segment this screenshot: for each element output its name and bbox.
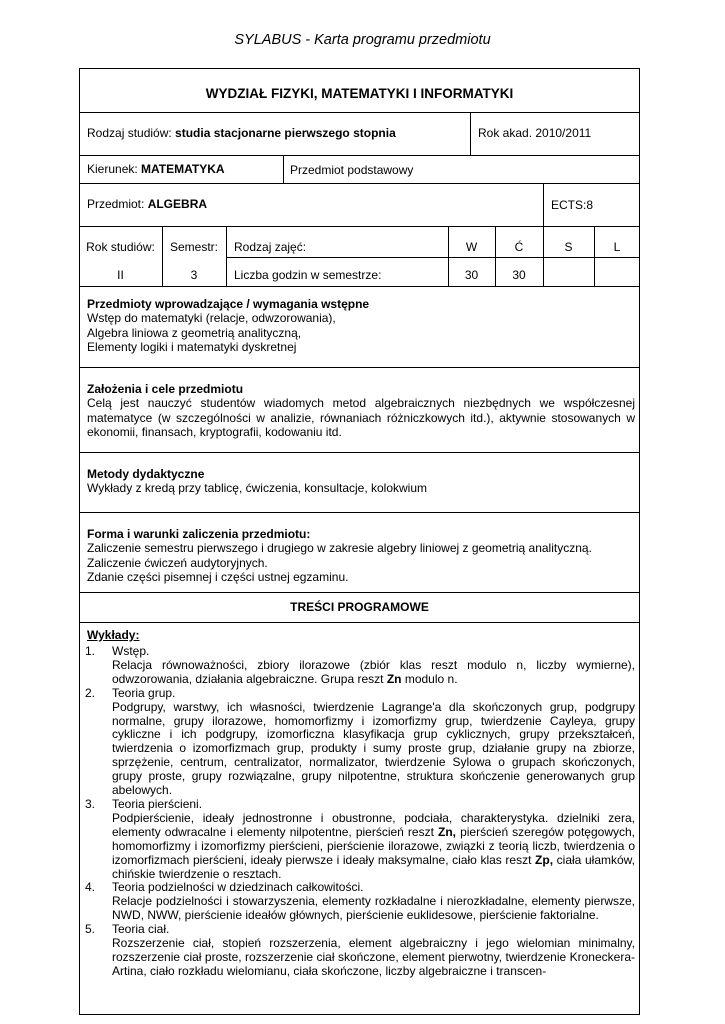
prerequisites-line: Elementy logiki i matematyki dyskretnej bbox=[87, 339, 297, 354]
direction bbox=[87, 162, 225, 176]
lecture-number: 1. bbox=[85, 644, 96, 658]
col-w-label: W bbox=[465, 240, 478, 254]
lecture-item bbox=[85, 645, 635, 687]
hours-w: 30 bbox=[464, 268, 479, 282]
lecture-number: 2. bbox=[85, 685, 96, 700]
academic-year: Rok akad. 2010/2011 bbox=[478, 126, 592, 140]
row-divider bbox=[79, 592, 640, 593]
program-title: TREŚCI PROGRAMOWE bbox=[290, 600, 429, 614]
row-divider bbox=[79, 452, 640, 453]
lecture-description: Podgrupy, warstwy, ich własności, twierdzenie Lagrange'a dla skończonych grup, podgrupy normalne, grupy ilorazowe, homomorfizmy i izomorfizmy grup, twierdzenie Cayleya, grupy cykliczne i ich podgrupy, izomorficzna klasyfikacja grup cyklicznych, grupy przekształceń, twierdzenia o izomorfizmach grup, produkty i sumy proste grup, działanie grupy na zbiorze, sprzężenie, centrum, centralizator, normalizator, twierdzenie Sylowa o grupach skończonych, grupy proste, grupy rozwiązalne, grupy nilpotentne, struktura skończenie generowanych grup abelowych. bbox=[112, 699, 635, 798]
assessment-line: Zaliczenie ćwiczeń audytoryjnych. bbox=[87, 555, 268, 570]
hours-c: 30 bbox=[512, 268, 526, 282]
direction-label: Kierunek: bbox=[87, 162, 142, 176]
assessment-line: Zaliczenie semestru pierwszego i drugiego w zakresie algebry liniowej z geometrią analityczną. bbox=[87, 541, 592, 556]
row-divider bbox=[79, 226, 640, 227]
col-divider bbox=[226, 226, 227, 286]
prerequisites-line: Wstęp do matematyki (relacje, odwzorowania), bbox=[87, 311, 336, 326]
col-s-label: S bbox=[564, 240, 573, 254]
assessment-title: Forma i warunki zaliczenia przedmiotu: bbox=[87, 527, 311, 541]
lecture-description: Rozszerzenie ciał, stopień rozszerzenia, element algebraiczny i jego wielomian minimalny, rozszerzenie ciał proste, rozszerzenie ciał skończone, element pierwotny, twierdzenie Kroneckera-Artina, ciało rozkładu wielomianu, ciała skończone, liczby algebraiczne i transcen- bbox=[112, 936, 635, 978]
lecture-title: Teoria pierścieni. bbox=[112, 796, 203, 811]
lecture-description: Relacja równoważności, zbiory ilorazowe (zbiór klas reszt modulo n, liczby wymierne), odwzorowania, działania algebraiczne. Grupa reszt Zn modulo n. bbox=[112, 657, 635, 686]
subject bbox=[87, 197, 207, 211]
prerequisites-section bbox=[87, 297, 635, 354]
hours-label: Liczba godzin w semestrze: bbox=[234, 268, 382, 282]
goals-title: Założenia i cele przedmiotu bbox=[87, 382, 244, 396]
subject-label: Przedmiot: bbox=[87, 197, 148, 211]
study-type bbox=[87, 126, 396, 140]
semester-value: 3 bbox=[190, 268, 198, 282]
study-type-value: studia stacjonarne pierwszego stopnia bbox=[175, 126, 396, 140]
semester-label: Semestr: bbox=[169, 240, 218, 254]
ects: ECTS:8 bbox=[551, 198, 594, 212]
col-l-label: L bbox=[613, 240, 621, 254]
lecture-item bbox=[85, 923, 635, 979]
col-divider bbox=[543, 183, 544, 226]
methods-title: Metody dydaktyczne bbox=[87, 467, 205, 481]
row-divider bbox=[79, 622, 640, 623]
year-value: II bbox=[117, 268, 124, 282]
col-divider bbox=[470, 112, 471, 155]
subject-kind: Przedmiot podstawowy bbox=[290, 163, 414, 177]
col-divider bbox=[283, 155, 284, 183]
study-type-label: Rodzaj studiów: bbox=[87, 126, 176, 140]
lecture-number: 3. bbox=[85, 796, 96, 811]
row-divider bbox=[79, 286, 640, 287]
row-divider bbox=[226, 257, 640, 258]
goals-text: Celą jest nauczyć studentów wiadomych metod algebraicznych niezbędnych we współczesnej matematyce (w szczególności w analizie, równaniach różniczkowych itd.), aktywnie stosowanych w ekonomii, finansach, kryptografii, kodowaniu itd. bbox=[87, 396, 635, 439]
row-divider bbox=[79, 183, 640, 184]
row-divider bbox=[79, 512, 640, 513]
lectures-list bbox=[85, 645, 635, 979]
lecture-description: Podpierścienie, ideały jednostronne i obustronne, podciała, charakterystyka. dzielniki zera, elementy odwracalne i elementy nilpotentne, pierścień reszt Zn, pierścień szeregów potęgowych, homomorfizmy i izomorfizmy pierścieni, pierścienie ilorazowe, związki z teorią liczb, twierdzenia o izomorfizmach pierścieni, ideały pierwsze i ideały maksymalne, ciało klas reszt Zp, ciała ułamków, chińskie twierdzenie o resztach. bbox=[112, 810, 635, 881]
goals-section bbox=[87, 382, 635, 439]
page-header: SYLABUS - Karta programu przedmiotu bbox=[234, 32, 491, 48]
col-c-label: Ć bbox=[514, 240, 524, 254]
class-type-label: Rodzaj zajęć: bbox=[234, 240, 307, 254]
methods-text: Wykłady z kredą przy tablicę, ćwiczenia, konsultacje, kolokwium bbox=[87, 481, 428, 496]
row-divider bbox=[79, 367, 640, 368]
direction-value: MATEMATYKA bbox=[141, 162, 225, 176]
lecture-description: Relacje podzielności i stowarzyszenia, elementy rozkładalne i nierozkładalne, elementy pierwsze, NWD, NWW, pierścienie ideałów głównych, pierścienie euklidesowe, pierścienie faktorialne. bbox=[112, 894, 635, 923]
lecture-number: 5. bbox=[85, 922, 96, 937]
lecture-number: 4. bbox=[85, 880, 96, 895]
row-divider bbox=[79, 112, 640, 113]
col-divider bbox=[543, 226, 544, 286]
prerequisites-line: Algebra liniowa z geometrią analityczną, bbox=[87, 325, 302, 340]
lecture-item bbox=[85, 798, 635, 881]
lecture-title: Wstęp. bbox=[112, 644, 150, 658]
subject-value: ALGEBRA bbox=[147, 197, 208, 211]
lecture-title: Teoria ciał. bbox=[112, 922, 170, 937]
lecture-item bbox=[85, 881, 635, 923]
assessment-section bbox=[87, 527, 635, 584]
year-label: Rok studiów: bbox=[86, 240, 155, 254]
row-divider bbox=[79, 155, 640, 156]
lecture-item bbox=[85, 687, 635, 798]
faculty-title: WYDZIAŁ FIZYKI, MATEMATYKI I INFORMATYKI bbox=[205, 86, 514, 101]
methods-section bbox=[87, 467, 635, 496]
lecture-title: Teoria podzielności w dziedzinach całkowitości. bbox=[112, 880, 364, 895]
lecture-title: Teoria grup. bbox=[112, 685, 176, 700]
lectures-title: Wykłady: bbox=[87, 628, 140, 642]
assessment-line: Zdanie części pisemnej i części ustnej egzaminu. bbox=[87, 569, 349, 584]
col-divider bbox=[594, 226, 595, 286]
prerequisites-title: Przedmioty wprowadzające / wymagania wstępne bbox=[87, 297, 370, 311]
